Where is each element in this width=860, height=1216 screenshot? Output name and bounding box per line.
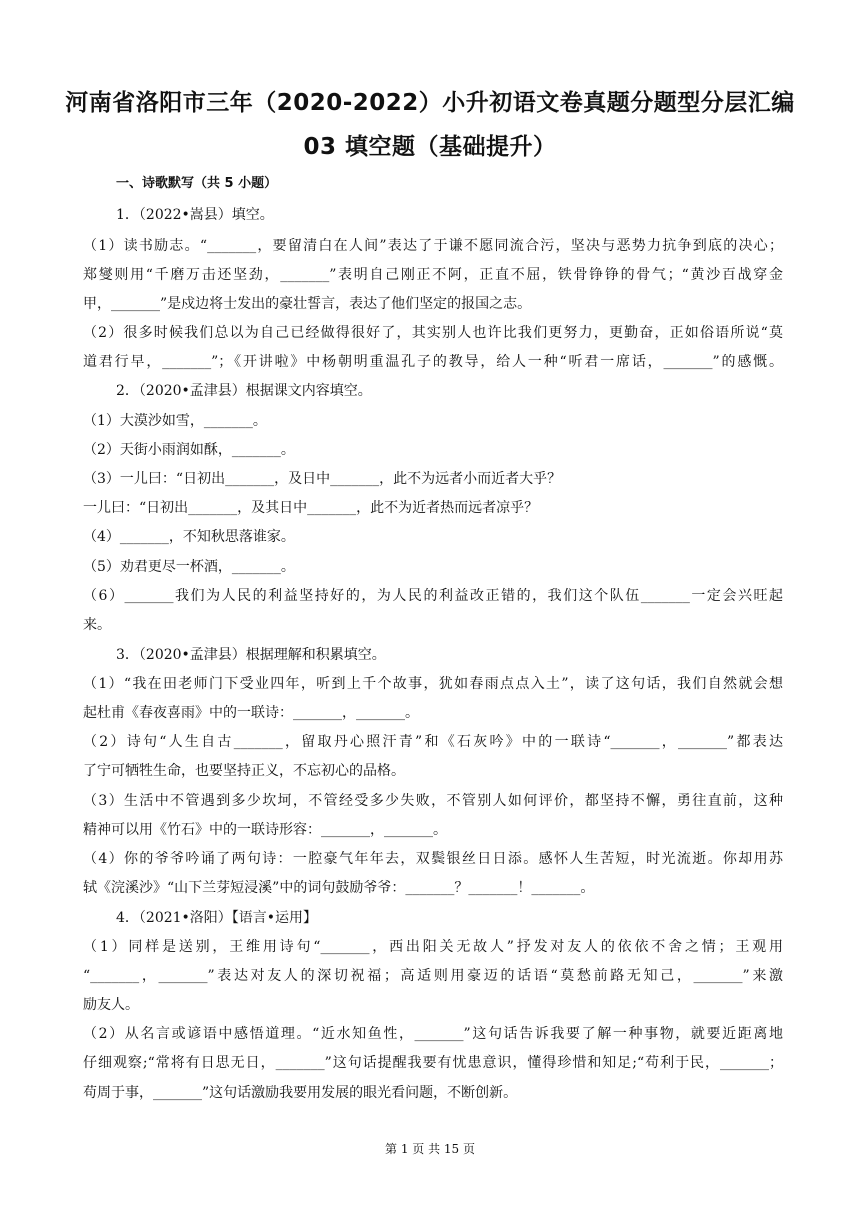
- text-line: （1）读书励志。“_______，要留清白在人间”表达了于谦不愿同流合污，坚决与恶势力抗争到底的决心；: [83, 238, 783, 254]
- text-line: （2）很多时候我们总以为自己已经做得很好了，其实别人也许比我们更努力，更勤奋，正如俗语所说“莫: [83, 325, 783, 341]
- question-heading: 4．（2021•洛阳）【语言•运用】: [116, 910, 318, 926]
- text-line: （1）大漠沙如雪，_______。: [83, 413, 267, 429]
- text-line: 精神可以用《竹石》中的一联诗形容：_______，_______。: [83, 822, 447, 838]
- text-line: （2）从名言或谚语中感悟道理。“近水知鱼性，_______”这句话告诉我要了解一种事物，就要近距离地: [83, 1026, 783, 1042]
- text-line: （3）生活中不管遇到多少坎坷，不管经受多少失败，不管别人如何评价，都坚持不懈，勇往直前，这种: [83, 793, 783, 809]
- text-line: （6）_______我们为人民的利益坚持好的，为人民的利益改正错的，我们这个队伍_______一定会兴旺起: [83, 588, 783, 604]
- text-line: 起杜甫《春夜喜雨》中的一联诗：_______，_______。: [83, 705, 419, 721]
- text-line: （3）一儿曰：“日初出_______，及日中_______，此不为远者小而近者大乎？: [83, 471, 562, 487]
- question-heading: 1．（2022•嵩县）填空。: [116, 207, 274, 223]
- text-line: 甲，_______”是戍边将士发出的豪壮誓言，表达了他们坚定的报国之志。: [83, 296, 532, 312]
- text-line: 来。: [83, 617, 111, 633]
- text-line: 仔细观察;“常将有日思无日，_______”这句话提醒我要有忧患意识，懂得珍惜和知足;“苟利于民，_______；: [83, 1055, 783, 1071]
- document-title-line-1: 河南省洛阳市三年（2020-2022）小升初语文卷真题分题型分层汇编: [65, 90, 795, 116]
- text-line: （4）你的爷爷吟诵了两句诗：一腔豪气年年去，双鬓银丝日日添。感怀人生苦短，时光流逝。你却用苏: [83, 851, 783, 867]
- text-line: （1）“我在田老师门下受业四年，听到上千个故事，犹如春雨点点入土”，读了这句话，我们自然就会想: [83, 676, 783, 692]
- text-line: 励友人。: [83, 997, 139, 1013]
- text-line: 轼《浣溪沙》“山下兰芽短浸溪”中的词句鼓励爷爷：_______？_______！_______。: [83, 880, 595, 896]
- page-footer: 第 1 页 共 15 页: [385, 1142, 475, 1156]
- text-line: 了宁可牺牲生命，也要坚持正义，不忘初心的品格。: [83, 763, 405, 779]
- text-line: 苟周于事，_______”这句话激励我要用发展的眼光看问题，不断创新。: [83, 1085, 518, 1101]
- document-title-line-2: 03 填空题（基础提升）: [303, 134, 557, 160]
- question-heading: 3．（2020•孟津县）根据理解和积累填空。: [116, 647, 386, 663]
- text-line: 郑燮则用“千磨万击还坚劲，_______”表明自己刚正不阿，正直不屈，铁骨铮铮的骨气；“黄沙百战穿金: [83, 267, 783, 283]
- text-line: 道君行早，_______”；《开讲啦》中杨朝明重温孔子的教导，给人一种“听君一席话，_______”的感慨。: [83, 354, 783, 370]
- text-line: （2）天街小雨润如酥，_______。: [83, 442, 295, 458]
- section-heading: 一、诗歌默写（共 5 小题）: [116, 176, 278, 191]
- text-line: （5）劝君更尽一杯酒，_______。: [83, 559, 295, 575]
- text-line: （4）_______，不知秋思落谁家。: [83, 529, 295, 545]
- question-heading: 2．（2020•孟津县）根据课文内容填空。: [116, 383, 372, 399]
- text-line: “_______，_______”表达对友人的深切祝福；高适则用豪迈的话语“莫愁前路无知己，_______”来激: [83, 968, 783, 984]
- text-line: 一儿曰：“日初出_______，及其日中_______，此不为近者热而远者凉乎？: [83, 500, 539, 516]
- text-line: （2）诗句“人生自古_______，留取丹心照汗青”和《石灰吟》中的一联诗“_______，_______”都表达: [83, 734, 783, 750]
- text-line: （1）同样是送别，王维用诗句“_______，西出阳关无故人”抒发对友人的依依不舍之情；王观用: [83, 939, 783, 955]
